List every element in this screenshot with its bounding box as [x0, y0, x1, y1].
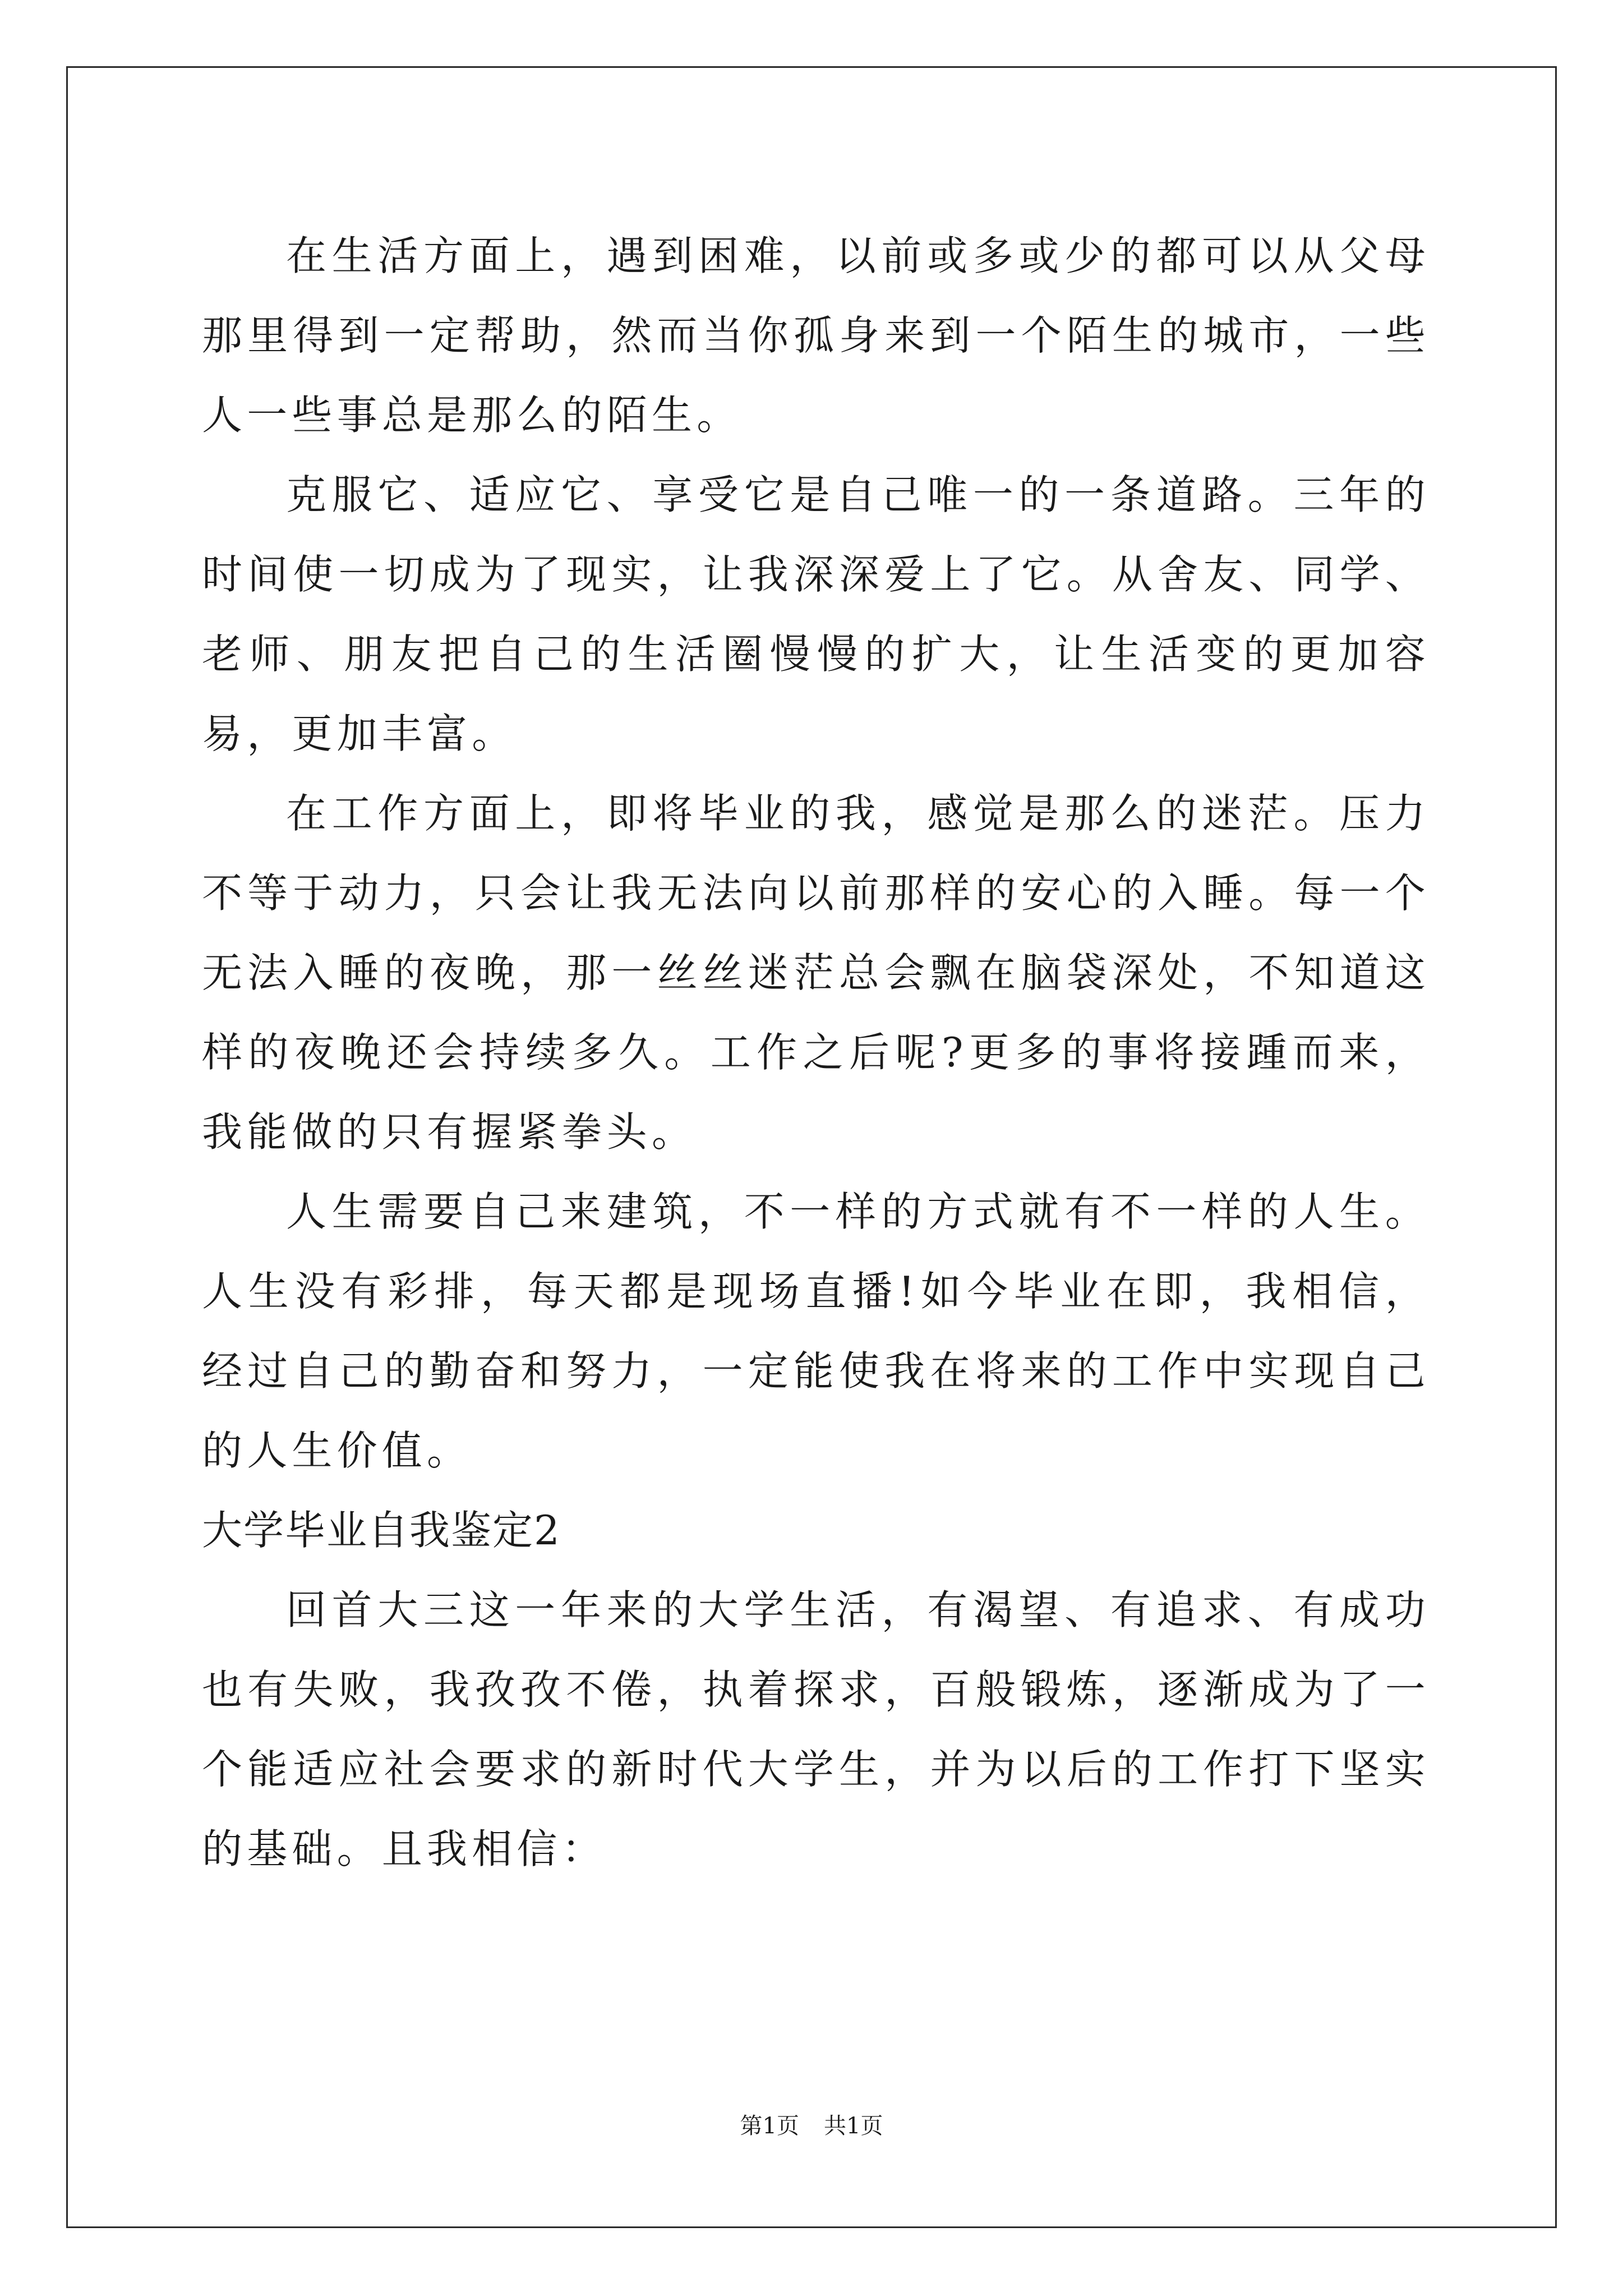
page-number-total: 共1页: [824, 2113, 883, 2139]
paragraph: 人生需要自己来建筑，不一样的方式就有不一样的人生。人生没有彩排，每天都是现场直播!如今毕业在即，我相信，经过自己的勤奋和努力，一定能使我在将来的工作中实现自己的人生价值。: [202, 1188, 1430, 1474]
paragraph: 在工作方面上，即将毕业的我，感觉是那么的迷茫。压力不等于动力，只会让我无法向以前那样的安心的入睡。每一个无法入睡的夜晚，那一丝丝迷茫总会飘在脑袋深处，不知道这样的夜晚还会持续多久。工作之后呢?更多的事将接踵而来，我能做的只有握紧拳头。: [202, 790, 1430, 1156]
document-body: [202, 216, 1430, 1889]
paragraph: 回首大三这一年来的大学生活，有渴望、有追求、有成功也有失败，我孜孜不倦，执着探求，百般锻炼，逐渐成为了一个能适应社会要求的新时代大学生，并为以后的工作打下坚实的基础。且我相信：: [202, 1586, 1430, 1872]
page-footer: [0, 2109, 1623, 2143]
section-heading: 大学毕业自我鉴定2: [202, 1507, 561, 1554]
paragraph: 在生活方面上，遇到困难，以前或多或少的都可以从父母那里得到一定帮助，然而当你孤身来到一个陌生的城市，一些人一些事总是那么的陌生。: [202, 232, 1430, 439]
page-number-current: 第1页: [740, 2113, 799, 2139]
paragraph: 克服它、适应它、享受它是自己唯一的一条道路。三年的时间使一切成为了现实，让我深深爱上了它。从舍友、同学、老师、朋友把自己的生活圈慢慢的扩大，让生活变的更加容易，更加丰富。: [202, 471, 1430, 757]
